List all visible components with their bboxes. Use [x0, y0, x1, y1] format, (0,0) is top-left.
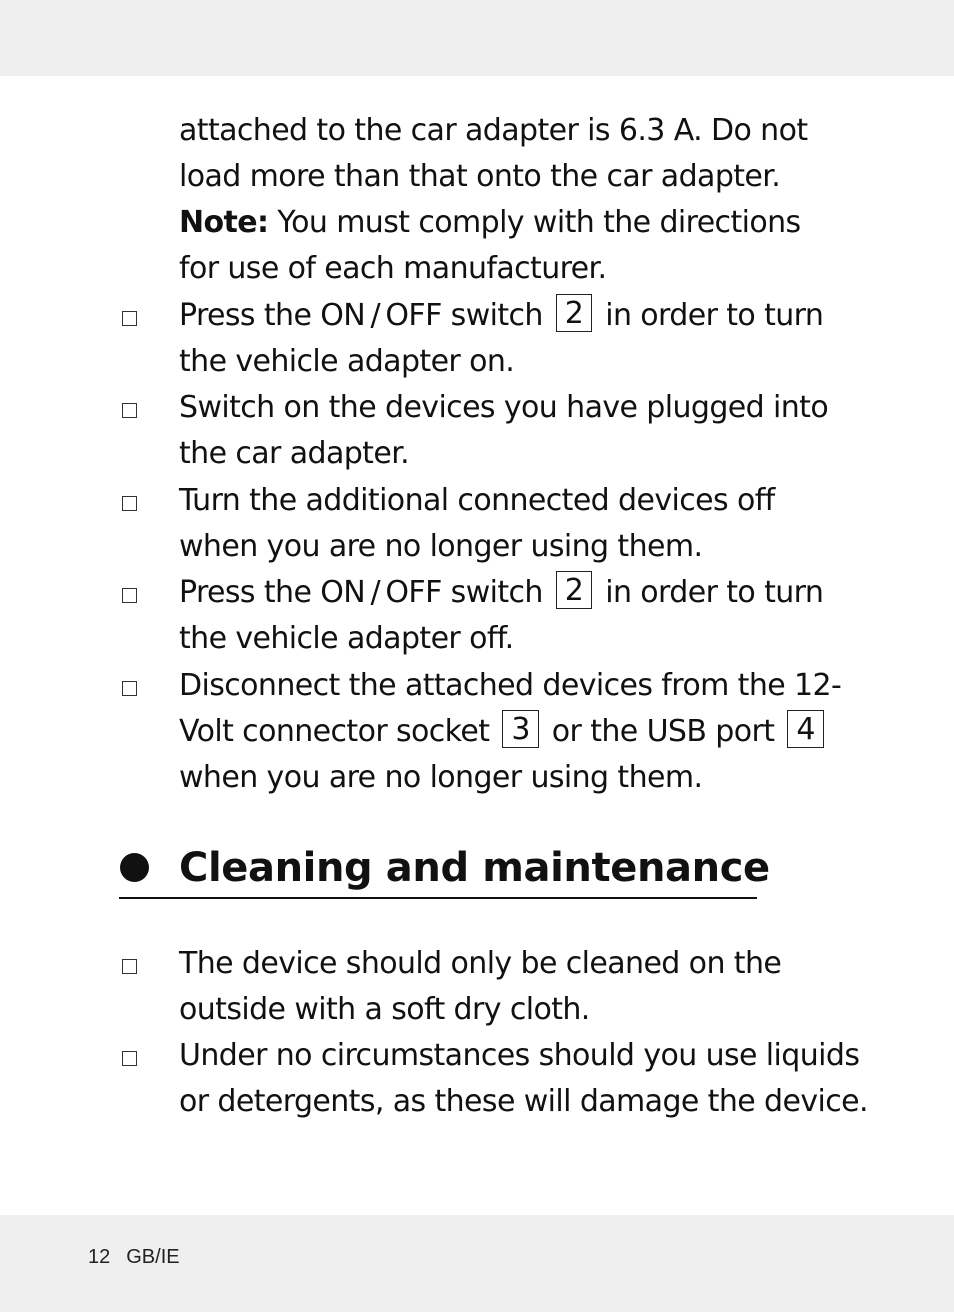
- step-disconnect: [179, 663, 859, 801]
- cleaning-line: or detergents, as these will damage the device.: [179, 1084, 868, 1119]
- step-line: the car adapter.: [179, 436, 410, 471]
- intro-line: load more than that onto the car adapter.: [179, 159, 781, 194]
- step-text: Volt connector socket: [179, 714, 490, 749]
- step-line: when you are no longer using them.: [179, 529, 703, 564]
- reference-number: 4: [787, 710, 824, 748]
- note-label: Note:: [179, 205, 269, 240]
- bullet-checkbox-icon: [122, 403, 137, 418]
- reference-number: 2: [556, 571, 593, 609]
- step-line: the vehicle adapter on.: [179, 344, 515, 379]
- intro-paragraph: [179, 108, 859, 292]
- step-text: or the USB port: [551, 714, 775, 749]
- step-line: when you are no longer using them.: [179, 760, 703, 795]
- step-line: Switch on the devices you have plugged into: [179, 390, 829, 425]
- heading-underline: [119, 897, 757, 899]
- bullet-checkbox-icon: [122, 588, 137, 603]
- intro-line: attached to the car adapter is 6.3 A. Do not: [179, 113, 808, 148]
- header-band: [0, 0, 954, 76]
- note-text: You must comply with the directions: [268, 205, 801, 240]
- step-switch-on: [179, 293, 859, 385]
- locale-label: GB/IE: [126, 1246, 180, 1268]
- bullet-checkbox-icon: [122, 311, 137, 326]
- step-line: Disconnect the attached devices from the 12-: [179, 668, 842, 703]
- note-line: for use of each manufacturer.: [179, 251, 607, 286]
- step-text: in order to turn: [605, 298, 824, 333]
- step-turn-off-devices: [179, 478, 859, 570]
- step-line: [179, 293, 859, 339]
- step-line: the vehicle adapter off.: [179, 621, 514, 656]
- cleaning-item: [179, 941, 859, 1033]
- step-switch-devices: [179, 385, 859, 477]
- bullet-checkbox-icon: [122, 496, 137, 511]
- heading-bullet-icon: [120, 853, 149, 882]
- cleaning-line: The device should only be cleaned on the: [179, 946, 782, 981]
- section-heading: Cleaning and maintenance: [179, 845, 770, 891]
- step-switch-off: [179, 570, 859, 662]
- step-text: Press the ON / OFF switch: [179, 575, 543, 610]
- note-line: [179, 200, 859, 246]
- step-line: Turn the additional connected devices off: [179, 483, 775, 518]
- reference-number: 2: [556, 294, 593, 332]
- bullet-checkbox-icon: [122, 681, 137, 696]
- step-text: in order to turn: [605, 575, 824, 610]
- cleaning-item: [179, 1033, 868, 1125]
- step-text: Press the ON / OFF switch: [179, 298, 543, 333]
- page-number: 12: [88, 1246, 111, 1268]
- bullet-checkbox-icon: [122, 959, 137, 974]
- step-line: [179, 570, 859, 616]
- step-line: [179, 709, 859, 755]
- cleaning-line: outside with a soft dry cloth.: [179, 992, 590, 1027]
- reference-number: 3: [502, 710, 539, 748]
- page-footer: [88, 1246, 180, 1269]
- bullet-checkbox-icon: [122, 1051, 137, 1066]
- cleaning-line: Under no circumstances should you use liquids: [179, 1038, 860, 1073]
